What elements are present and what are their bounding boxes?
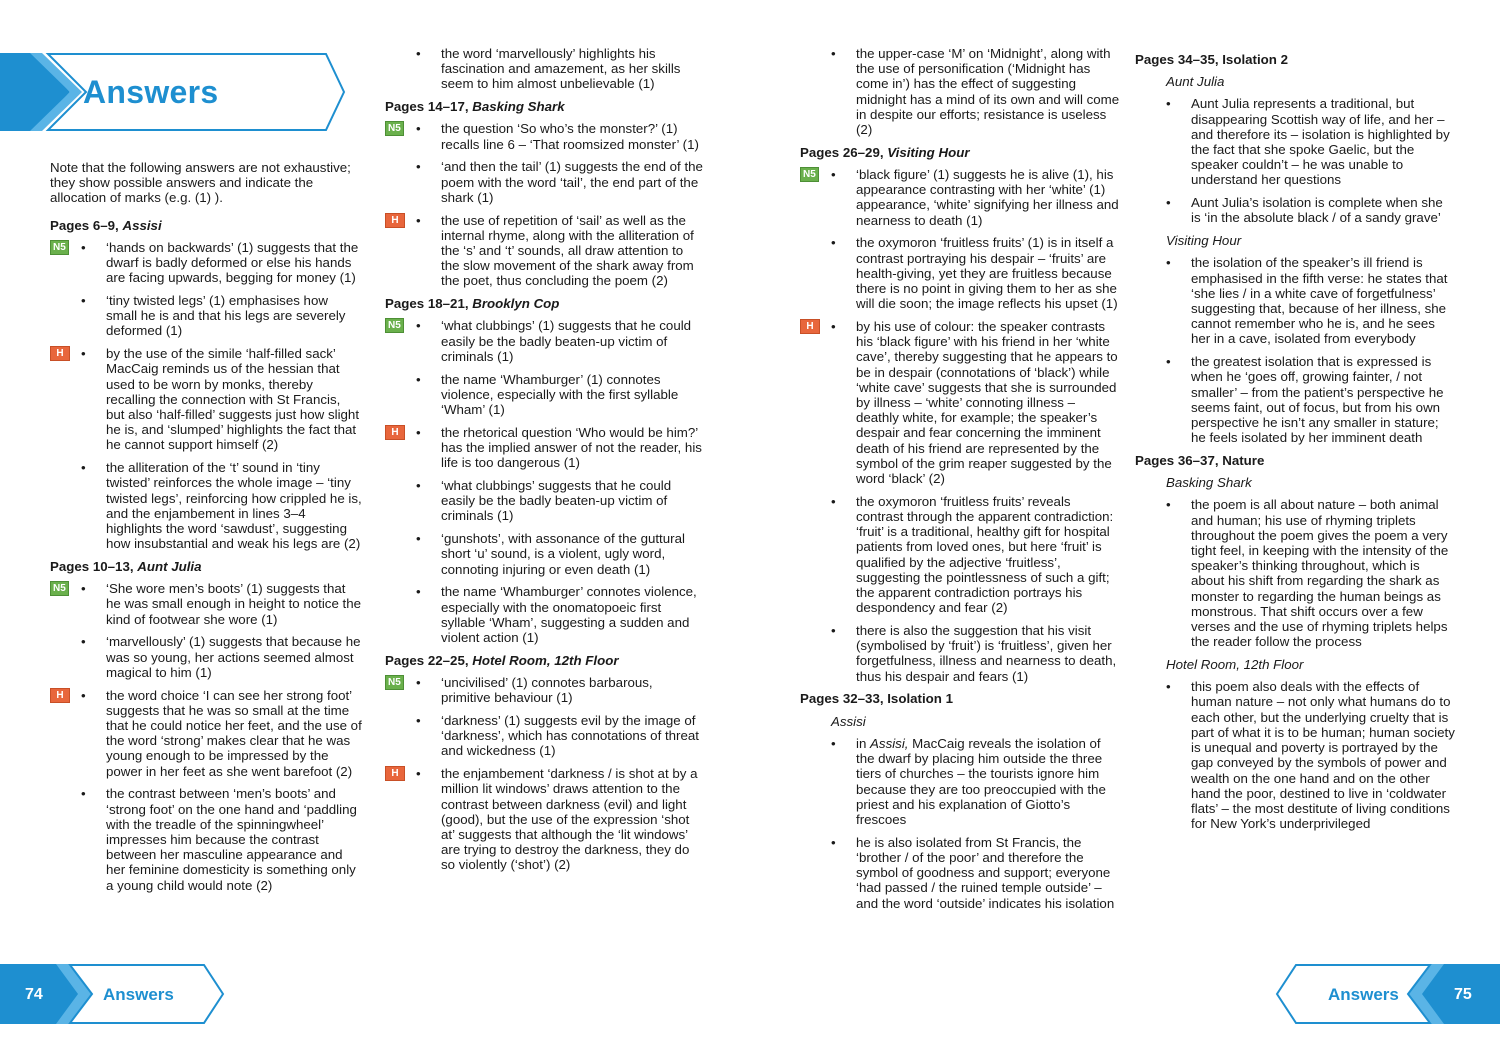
intro-note: Note that the following answers are not exhaustive; they show possible answers and indicate the allocation of marks (e.g. (1) ). (50, 160, 351, 206)
footer-label-left: Answers (103, 985, 174, 1004)
answer-item: N5 • ‘what clubbings’ (1) suggests that he could easily be the badly beaten-up victim of criminals (1) (385, 318, 705, 364)
subheading: Basking Shark (1166, 475, 1252, 491)
h-badge: H (50, 688, 70, 703)
n5-badge: N5 (385, 675, 404, 690)
answer-item: H • the enjambement ‘darkness / is shot at by a million lit windows’ draws attention to the contrast between darkness (evil) and light (good), but the use of the expression ‘shot at’ suggests that although the ‘lit windows’ are trying to destroy the darkness, they do so violently (‘shot’) (2) (385, 766, 705, 872)
column-3 (800, 46, 1120, 918)
n5-badge: N5 (50, 581, 69, 596)
answer-item: N5 • ‘uncivilised’ (1) connotes barbarous, primitive behaviour (1) (385, 675, 705, 705)
section-header: Pages 10–13, Aunt Julia (50, 559, 202, 575)
answer-item: • in Assisi, MacCaig reveals the isolation of the dwarf by placing him outside the three tiers of churches – the tourists ignore him because they are too preoccupied with the priest and his explanation of Giotto’s frescoes (831, 735, 1106, 827)
h-badge: H (385, 425, 405, 440)
column-2 (385, 46, 705, 880)
section-header: Pages 18–21, Brooklyn Cop (385, 296, 560, 312)
answer-item: • the upper-case ‘M’ on ‘Midnight’, along with the use of personification (‘Midnight has come in’) has the effect of suggesting midnight has a mind of its own and will come in despite our efforts; resistance is useless (2) (831, 46, 1120, 138)
answer-item: • the contrast between ‘men’s boots’ and ‘strong foot’ on the one hand and ‘paddling with the treadle of the spinningwheel’ impresses him because the contrast between her masculine appearance and her feminine domesticity is something only a young child would note (2) (81, 786, 357, 893)
h-badge: H (50, 346, 70, 361)
n5-badge: N5 (50, 240, 69, 255)
answer-item: • the name ‘Whamburger’ connotes violence, especially with the onomatopoeic first syllable ‘Wham’, suggesting a sudden and violent action (1) (416, 584, 697, 646)
subheading: Assisi (831, 713, 866, 729)
answer-item: • the isolation of the speaker’s ill friend is emphasised in the fifth verse: he states that ‘she lies / in a white cave of forgetfulness’ suggesting that, because of her illness, she cannot remember who he is, and he sees her in a cave, isolated from everybody (1166, 255, 1448, 347)
answer-item: • the greatest isolation that is expressed is when he ‘goes off, growing fainter, / not smaller’ – from the patient’s perspective he seems faint, out of focus, but from his own perspective he isn’t any smaller in stature; he feels isolated by her imminent death (1166, 354, 1444, 446)
section-header: Pages 22–25, Hotel Room, 12th Floor (385, 652, 619, 668)
answer-item: N5 • the question ‘So who’s the monster?’ (1) recalls line 6 – ‘That roomsized monster’ (1) (385, 121, 705, 151)
section-header: Pages 26–29, Visiting Hour (800, 144, 970, 160)
section-header: Pages 14–17, Basking Shark (385, 99, 565, 115)
answer-item: • he is also isolated from St Francis, the ‘brother / of the poor’ and therefore the symbol of goodness and support; everyone ‘had passed / the ruined temple outside’ – and the word ‘outside’ indicates his isolation (831, 834, 1115, 911)
answer-item: • the oxymoron ‘fruitless fruits’ reveals contrast through the apparent contradiction: ‘fruit’ is a traditional, healthy gift for hospital patients from loved ones, but here ‘fruit’ is qualified by the adjective ‘fruitless’, suggesting the pointlessness of such a gift; the apparent contradiction portrays his despondency and fear (2) (831, 493, 1114, 616)
n5-badge: N5 (800, 167, 819, 182)
answer-item: • the oxymoron ‘fruitless fruits’ (1) is in itself a contrast portraying his despair – ‘fruits’ are health-giving, yet they are fruitless because there is no point in giving them to her as she will die soon; the image reflects his upset (1) (831, 235, 1118, 312)
section-header: Pages 34–35, Isolation 2 (1135, 52, 1288, 67)
answer-item: • ‘tiny twisted legs’ (1) emphasises how small he is and that his legs are severely deformed (1) (81, 293, 346, 339)
answer-item: • Aunt Julia represents a traditional, but disappearing Scottish way of life, and her – and therefore its – isolation is highlighted by the fact that she spoke Gaelic, but the speaker couldn’t – he was unable to understand her questions (1166, 96, 1450, 188)
answer-item: N5 • ‘She wore men’s boots’ (1) suggests that he was small enough in height to notice the kind of footwear she wore (1) (50, 581, 362, 627)
h-badge: H (385, 213, 405, 228)
answer-item: H • the rhetorical question ‘Who would be him?’ has the implied answer of not the reader, his life is too dangerous (1) (385, 425, 705, 471)
answer-item: • ‘gunshots’, with assonance of the guttural short ‘u’ sound, is a violent, ugly word, connoting injuring or even death (1) (416, 531, 685, 577)
answer-item: • the poem is all about nature – both animal and human; his use of rhyming triplets throughout the poem gives the poem a very tight feel, in keeping with the intensity of the speaker’s thinking throughout, which is about his shift from regarding the shark as monster to regarding the human beings as monstrous. That shift occurs over a few verses and the use of rhyming triplets helps the reader follow the process (1166, 497, 1449, 650)
n5-badge: N5 (385, 121, 404, 136)
section-header: Pages 32–33, Isolation 1 (800, 691, 953, 707)
answer-item: • the alliteration of the ‘t’ sound in ‘tiny twisted’ reinforces the whole image – ‘tiny twisted legs’, reinforcing how crippled he is, and the enjambement in lines 3–4 highlights the word ‘sawdust’, suggesting how insubstantial and weak his legs are (2) (81, 460, 362, 552)
answer-item: N5 • ‘hands on backwards’ (1) suggests that the dwarf is badly deformed or else his hands are facing upwards, begging for money (1) (50, 240, 362, 286)
page-number-right: 75 (1454, 986, 1472, 1003)
answer-item: H • by the use of the simile ‘half-filled sack’ MacCaig reminds us of the hessian that used to be worn by monks, thereby recalling the connection with St Francis, but also ‘half-filled’ suggests just how slight he is, and ‘slumped’ highlights the fact that he cannot support himself (2) (50, 346, 362, 452)
h-badge: H (800, 319, 820, 334)
column-4 (1135, 46, 1455, 839)
answer-item: • ‘marvellously’ (1) suggests that because he was so young, her actions seemed almost magical to him (1) (81, 634, 361, 680)
answer-item: • this poem also deals with the effects of human nature – not only what humans do to each other, but the underlying cruelty that is part of what it is to be human; human society is unequal and poverty is portrayed by the gap conveyed by the symbols of power and wealth on the one hand and on the other hand the poor, destined to live in ‘coldwater flats’ – the most destitute of living conditions for New York’s underprivileged (1166, 679, 1455, 832)
answer-item: • ‘darkness’ (1) suggests evil by the image of ‘darkness’, which has connotations of threat and wickedness (1) (416, 713, 699, 759)
answer-item: • the word ‘marvellously’ highlights his fascination and amazement, as her skills seem to him almost unbelievable (1) (416, 46, 681, 92)
column-1 (50, 46, 362, 900)
answer-item: • ‘and then the tail’ (1) suggests the end of the poem with the word ‘tail’, the end part of the shark (1) (416, 159, 703, 205)
n5-badge: N5 (385, 318, 404, 333)
answer-item: H • the use of repetition of ‘sail’ as well as the internal rhyme, along with the alliteration of the ‘s’ and ‘t’ sounds, all draw attention to the slow movement of the shark away from the poet, thus concluding the poem (2) (385, 213, 705, 289)
answer-item: H • by his use of colour: the speaker contrasts his ‘black figure’ with his friend in her ‘white cave’, thereby suggesting that he appears to be in despair (connotations of ‘black’) while ‘white cave’ suggests that she is surrounded by illness – ‘white’ connoting illness – deathly white, for example; the speaker’s despair and fear concerning the imminent death of his friend are represented by the symbol of the grim reaper suggested by the word ‘black’ (2) (800, 319, 1120, 486)
answer-item: • there is also the suggestion that his visit (symbolised by ‘fruit’) is ‘fruitless’, given her forgetfulness, illness and nearness to death, thus his despair and fears (1) (831, 623, 1117, 684)
answer-item: N5 • ‘black figure’ (1) suggests he is alive (1), his appearance contrasting with her ‘white’ (1) appearance, ‘white’ signifying her illness and nearness to death (1) (800, 167, 1120, 228)
subheading: Aunt Julia (1166, 74, 1225, 90)
answer-item: • the name ‘Whamburger’ (1) connotes violence, especially with the first syllable ‘Wham’ (1) (416, 371, 679, 418)
answer-item: • ‘what clubbings’ suggests that he could easily be the badly beaten-up victim of criminals (1) (416, 478, 672, 524)
section-header: Pages 6–9, Assisi (50, 217, 162, 233)
answer-item: • Aunt Julia’s isolation is complete when she is ‘in the absolute black / of a sandy grave’ (1166, 195, 1443, 226)
answer-item: H • the word choice ‘I can see her strong foot’ suggests that he was so small at the time that he could notice her feet, and the use of the word ‘strong’ makes clear that he was young enough to be impressed by the power in her feet as she went barefoot (2) (50, 688, 362, 779)
page-number-left: 74 (25, 986, 43, 1003)
subheading: Hotel Room, 12th Floor (1166, 657, 1304, 673)
footer-label-right: Answers (1328, 985, 1399, 1004)
subheading: Visiting Hour (1166, 233, 1242, 249)
h-badge: H (385, 766, 405, 781)
page-title: Answers (83, 74, 219, 110)
section-header: Pages 36–37, Nature (1135, 453, 1265, 469)
